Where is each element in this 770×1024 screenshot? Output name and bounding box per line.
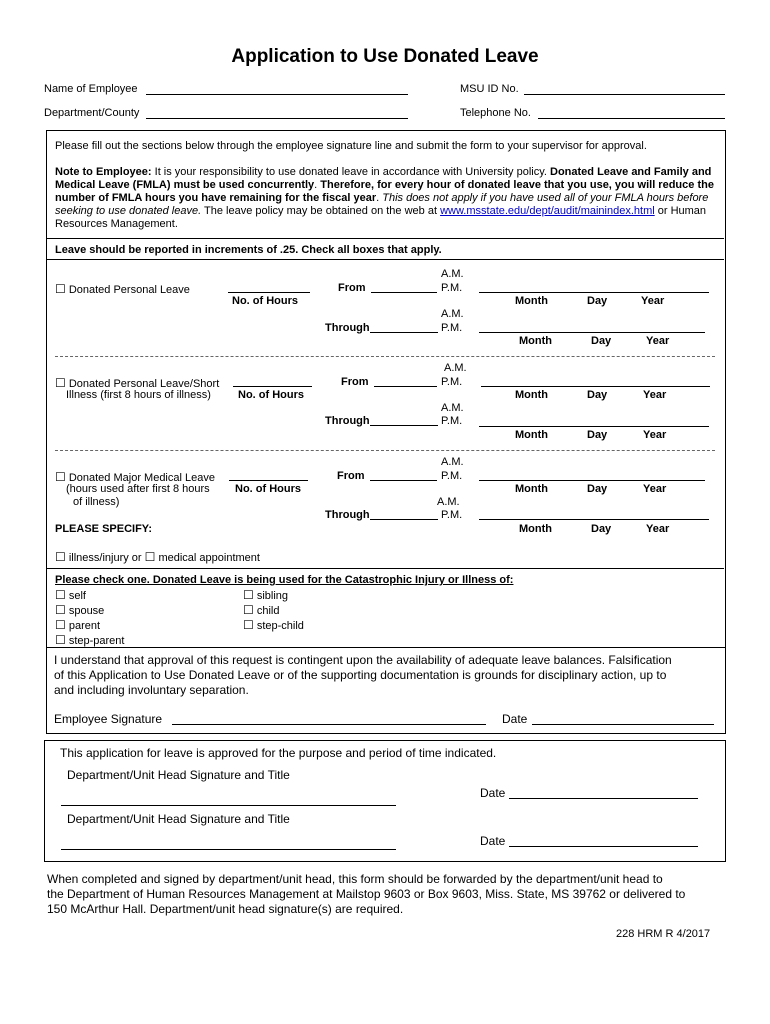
through-date-field[interactable]: [479, 332, 705, 333]
day-label: Day: [591, 335, 612, 347]
checkbox-icon[interactable]: ☐: [55, 376, 66, 390]
am-label: A.M.: [441, 308, 464, 320]
head-signature-field[interactable]: [61, 805, 396, 806]
from-date-field[interactable]: [479, 480, 705, 481]
name-field[interactable]: [146, 94, 408, 95]
understand-line: I understand that approval of this request is contingent upon the availability of adequate leave balances. Falsification: [54, 653, 672, 667]
major-medical-label-3: of illness): [73, 496, 120, 508]
divider: [55, 450, 715, 451]
hours-field[interactable]: [229, 480, 308, 481]
relation-label: self: [68, 590, 86, 602]
from-date-field[interactable]: [481, 386, 710, 387]
telephone-field[interactable]: [538, 118, 725, 119]
approval-date-field-2[interactable]: [509, 846, 698, 847]
head-signature-field-2[interactable]: [61, 849, 396, 850]
pm-label: P.M.: [441, 282, 463, 294]
month-label: Month: [519, 523, 552, 535]
page-title: Application to Use Donated Leave: [231, 46, 539, 67]
checkbox-icon[interactable]: ☐: [144, 550, 156, 564]
employee-date-label: Date: [502, 712, 528, 726]
department-field[interactable]: [146, 118, 408, 119]
relation-option[interactable]: [55, 588, 124, 603]
short-illness-label-2: Illness (first 8 hours of illness): [66, 389, 211, 401]
form-code: 228 HRM R 4/2017: [616, 928, 711, 940]
checkbox-icon[interactable]: ☐: [243, 603, 254, 617]
policy-link[interactable]: www.msstate.edu/dept/audit/mainindex.html: [440, 205, 655, 217]
approval-date-label-2: Date: [480, 834, 506, 848]
relation-option[interactable]: [243, 618, 304, 633]
day-label: Day: [591, 523, 612, 535]
footer-line: the Department of Human Resources Management at Mailstop 9603 or Box 9603, Miss. State, MS 39762 or delivered to: [47, 887, 686, 901]
short-illness-option[interactable]: [55, 376, 219, 390]
divider: [55, 356, 715, 357]
from-label: From: [341, 376, 369, 388]
checkbox-icon[interactable]: ☐: [55, 550, 66, 564]
checkbox-icon[interactable]: ☐: [243, 588, 254, 602]
no-hours-label: No. of Hours: [232, 295, 298, 307]
hours-field[interactable]: [233, 386, 312, 387]
month-label: Month: [519, 335, 552, 347]
month-label: Month: [515, 389, 548, 401]
from-label: From: [338, 282, 366, 294]
relation-label: step-child: [256, 620, 304, 632]
relation-option[interactable]: [55, 603, 124, 618]
note-bold-1: Donated Leave and Family and Medical Leave (FMLA) must be used concurrently: [55, 166, 712, 191]
through-date-field[interactable]: [479, 426, 709, 427]
through-label: Through: [325, 322, 370, 334]
divider: [47, 259, 724, 260]
relation-option[interactable]: [55, 618, 124, 633]
relation-col-1: [55, 588, 124, 648]
footer-text: [47, 872, 685, 917]
checkbox-icon[interactable]: ☐: [243, 618, 254, 632]
from-time-field[interactable]: [374, 386, 437, 387]
checkbox-icon[interactable]: ☐: [55, 588, 66, 602]
divider: [47, 568, 724, 569]
checkbox-icon[interactable]: ☐: [55, 603, 66, 617]
pm-label: P.M.: [441, 376, 463, 388]
pm-label: P.M.: [441, 322, 463, 334]
relation-label: sibling: [256, 590, 289, 602]
telephone-label: Telephone No.: [460, 107, 531, 119]
note-text: .: [314, 179, 321, 191]
from-date-field[interactable]: [479, 292, 709, 293]
year-label: Year: [646, 335, 670, 347]
note-text: .: [376, 192, 383, 204]
approval-date-label: Date: [480, 786, 506, 800]
personal-leave-label: Donated Personal Leave: [68, 284, 190, 296]
checkbox-icon[interactable]: ☐: [55, 633, 66, 647]
please-specify-label: PLEASE SPECIFY:: [55, 523, 152, 535]
year-label: Year: [641, 295, 665, 307]
footer-line: 150 McArthur Hall. Department/unit head signature(s) are required.: [47, 902, 404, 916]
month-label: Month: [515, 429, 548, 441]
note-text: The leave policy may be obtained on the web at: [201, 205, 441, 217]
head-signature-label: Department/Unit Head Signature and Title: [67, 768, 290, 782]
employee-date-field[interactable]: [532, 724, 714, 725]
year-label: Year: [643, 483, 667, 495]
checkbox-icon[interactable]: ☐: [55, 618, 66, 632]
month-label: Month: [515, 295, 548, 307]
through-date-field[interactable]: [479, 519, 709, 520]
hours-field[interactable]: [228, 292, 310, 293]
footer-line: When completed and signed by department/unit head, this form should be forwarded by the department/unit head to: [47, 872, 663, 886]
note-italic: This does not apply if you have used all of your FMLA hours before seeking to use donated leave.: [55, 192, 709, 217]
note-text: or Human Resources Management.: [55, 205, 707, 230]
day-label: Day: [587, 429, 608, 441]
approval-date-field[interactable]: [509, 798, 698, 799]
illness-injury-label: illness/injury or: [68, 552, 142, 564]
relation-label: child: [256, 605, 280, 617]
head-signature-label-2: Department/Unit Head Signature and Title: [67, 812, 290, 826]
understand-text: [54, 653, 672, 698]
am-label: A.M.: [441, 456, 464, 468]
relation-label: step-parent: [68, 635, 125, 647]
no-hours-label: No. of Hours: [238, 389, 304, 401]
pm-label: P.M.: [441, 470, 463, 482]
personal-leave-option[interactable]: [55, 282, 190, 296]
day-label: Day: [587, 295, 608, 307]
month-label: Month: [515, 483, 548, 495]
msu-id-label: MSU ID No.: [460, 83, 519, 95]
through-time-field[interactable]: [370, 425, 438, 426]
major-medical-option[interactable]: [55, 470, 215, 484]
relation-option[interactable]: [243, 588, 304, 603]
from-time-field[interactable]: [371, 292, 437, 293]
approval-statement: This application for leave is approved for the purpose and period of time indicated.: [60, 746, 497, 760]
relation-label: parent: [68, 620, 101, 632]
through-label: Through: [325, 509, 370, 521]
note-label: Note to Employee:: [55, 166, 152, 178]
employee-signature-label: Employee Signature: [54, 712, 163, 726]
department-label: Department/County: [44, 107, 140, 119]
understand-line: and including involuntary separation.: [54, 683, 249, 697]
catastrophic-heading: Please check one. Donated Leave is being used for the Catastrophic Injury or Illness of:: [55, 574, 514, 586]
checkbox-icon[interactable]: ☐: [55, 282, 66, 296]
checkbox-icon[interactable]: ☐: [55, 470, 66, 484]
note-bold-2: Therefore, for every hour of donated leave that you use, you will reduce the number of FMLA hours you have remaining for the fiscal year: [55, 179, 714, 204]
short-illness-label: Donated Personal Leave/Short: [68, 378, 220, 390]
through-time-field[interactable]: [370, 519, 438, 520]
from-time-field[interactable]: [370, 480, 437, 481]
major-medical-label-2: (hours used after first 8 hours: [66, 483, 210, 495]
am-label: A.M.: [444, 362, 467, 374]
specify-options: [55, 550, 260, 564]
understand-line: of this Application to Use Donated Leave or of the supporting documentation is grounds for disciplinary action, up to: [54, 668, 667, 682]
year-label: Year: [643, 389, 667, 401]
am-label: A.M.: [441, 402, 464, 414]
name-label: Name of Employee: [44, 83, 138, 95]
pm-label: P.M.: [441, 509, 463, 521]
msu-id-field[interactable]: [524, 94, 725, 95]
am-label: A.M.: [437, 496, 460, 508]
medical-appointment-label: medical appointment: [158, 552, 260, 564]
through-time-field[interactable]: [370, 332, 438, 333]
divider: [47, 238, 724, 239]
relation-label: spouse: [68, 605, 105, 617]
no-hours-label: No. of Hours: [235, 483, 301, 495]
note-text: It is your responsibility to use donated leave in accordance with University policy.: [151, 166, 551, 178]
relation-col-2: [243, 588, 304, 633]
through-label: Through: [325, 415, 370, 427]
instructions-text: Please fill out the sections below through the employee signature line and submit the form to your supervisor for approval.: [55, 140, 647, 152]
year-label: Year: [643, 429, 667, 441]
major-medical-label: Donated Major Medical Leave: [68, 472, 215, 484]
am-label: A.M.: [441, 268, 464, 280]
day-label: Day: [587, 483, 608, 495]
relation-option[interactable]: [243, 603, 304, 618]
increments-text: Leave should be reported in increments of .25. Check all boxes that apply.: [55, 244, 442, 256]
from-label: From: [337, 470, 365, 482]
day-label: Day: [587, 389, 608, 401]
note-to-employee: [55, 166, 715, 231]
employee-signature-field[interactable]: [172, 724, 486, 725]
year-label: Year: [646, 523, 670, 535]
pm-label: P.M.: [441, 415, 463, 427]
